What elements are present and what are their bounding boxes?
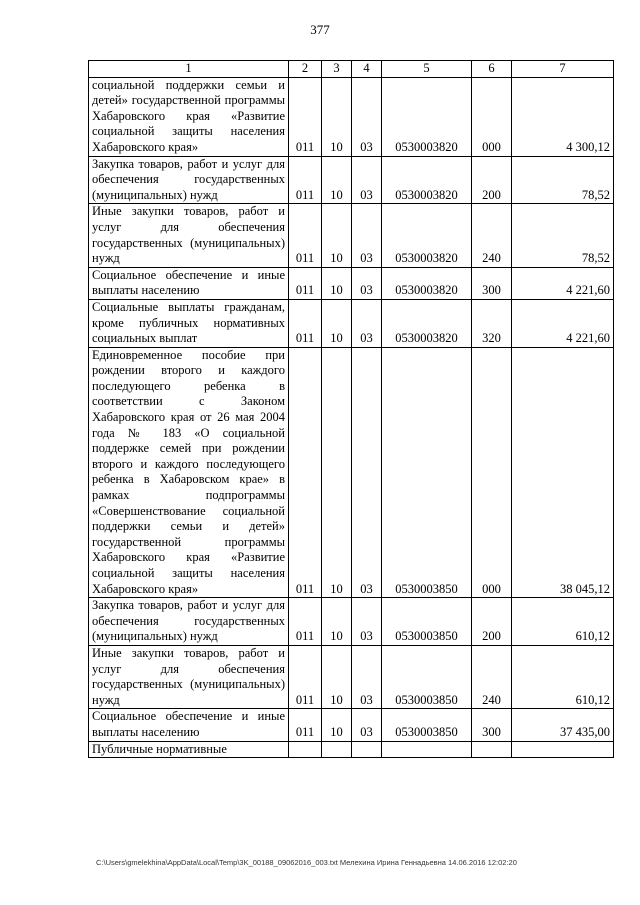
section-code: 10 <box>322 645 352 708</box>
section-code: 10 <box>322 204 352 267</box>
amount <box>512 741 614 758</box>
table-row <box>89 299 614 347</box>
row-description: Публичные нормативные <box>89 741 289 758</box>
header-col-3: 3 <box>322 61 352 78</box>
row-description: социальной поддержки семьи и детей» государственной программы Хабаровского края «Развитие социальной защиты населения Хабаровского края» <box>89 77 289 156</box>
ministry-code: 011 <box>289 299 322 347</box>
table-row <box>89 347 614 598</box>
row-description: Закупка товаров, работ и услуг для обеспечения государственных (муниципальных) нужд <box>89 598 289 646</box>
section-code: 10 <box>322 709 352 741</box>
table-row <box>89 645 614 708</box>
header-row <box>89 61 614 78</box>
target-article-code: 0530003820 <box>382 156 472 204</box>
page-number: 377 <box>310 22 330 37</box>
expense-type-code: 240 <box>472 645 512 708</box>
header-col-5: 5 <box>382 61 472 78</box>
expense-type-code: 200 <box>472 598 512 646</box>
expense-type-code <box>472 741 512 758</box>
amount: 610,12 <box>512 645 614 708</box>
expense-type-code: 300 <box>472 709 512 741</box>
amount: 4 300,12 <box>512 77 614 156</box>
amount: 610,12 <box>512 598 614 646</box>
header-col-4: 4 <box>352 61 382 78</box>
target-article-code: 0530003850 <box>382 645 472 708</box>
section-code: 10 <box>322 267 352 299</box>
target-article-code <box>382 741 472 758</box>
ministry-code: 011 <box>289 77 322 156</box>
expense-type-code: 200 <box>472 156 512 204</box>
table-row <box>89 204 614 267</box>
subsection-code: 03 <box>352 77 382 156</box>
table-row <box>89 741 614 758</box>
file-path-footer: C:\Users\gmelekhina\AppData\Local\Temp\3K_00188_09062016_003.txt Мелехина Ирина Геннадьевна 14.06.2016 12:02:20 <box>96 858 517 867</box>
table-row <box>89 598 614 646</box>
target-article-code: 0530003820 <box>382 299 472 347</box>
subsection-code: 03 <box>352 347 382 598</box>
target-article-code: 0530003850 <box>382 709 472 741</box>
header-col-7: 7 <box>512 61 614 78</box>
section-code: 10 <box>322 347 352 598</box>
budget-table <box>88 60 614 758</box>
subsection-code: 03 <box>352 645 382 708</box>
row-description: Социальное обеспечение и иные выплаты населению <box>89 709 289 741</box>
section-code <box>322 741 352 758</box>
subsection-code: 03 <box>352 709 382 741</box>
row-description: Закупка товаров, работ и услуг для обеспечения государственных (муниципальных) нужд <box>89 156 289 204</box>
amount: 4 221,60 <box>512 299 614 347</box>
row-description: Социальные выплаты гражданам, кроме публичных нормативных социальных выплат <box>89 299 289 347</box>
ministry-code: 011 <box>289 598 322 646</box>
header-col-2: 2 <box>289 61 322 78</box>
target-article-code: 0530003850 <box>382 598 472 646</box>
subsection-code <box>352 741 382 758</box>
subsection-code: 03 <box>352 204 382 267</box>
row-description: Социальное обеспечение и иные выплаты населению <box>89 267 289 299</box>
ministry-code: 011 <box>289 645 322 708</box>
expense-type-code: 320 <box>472 299 512 347</box>
expense-type-code: 300 <box>472 267 512 299</box>
section-code: 10 <box>322 598 352 646</box>
table-row <box>89 77 614 156</box>
expense-type-code: 000 <box>472 77 512 156</box>
subsection-code: 03 <box>352 598 382 646</box>
row-description: Единовременное пособие при рождении второго и каждого последующего ребенка в соответствии с Законом Хабаровского края от 26 мая 2004 года № 183 «О социальной поддержке семей при рождении второго и каждого последующего ребенка в Хабаровском крае» в рамках подпрограммы «Совершенствование социальной поддержки семьи и детей» государственной программы Хабаровского края «Развитие социальной защиты населения Хабаровского края» <box>89 347 289 598</box>
row-description: Иные закупки товаров, работ и услуг для обеспечения государственных (муниципальных) нужд <box>89 645 289 708</box>
target-article-code: 0530003820 <box>382 77 472 156</box>
target-article-code: 0530003820 <box>382 267 472 299</box>
ministry-code: 011 <box>289 709 322 741</box>
table-row <box>89 156 614 204</box>
table-row <box>89 267 614 299</box>
target-article-code: 0530003850 <box>382 347 472 598</box>
header-col-6: 6 <box>472 61 512 78</box>
expense-type-code: 240 <box>472 204 512 267</box>
section-code: 10 <box>322 156 352 204</box>
amount: 78,52 <box>512 156 614 204</box>
expense-type-code: 000 <box>472 347 512 598</box>
table-row <box>89 709 614 741</box>
header-col-1: 1 <box>89 61 289 78</box>
section-code: 10 <box>322 77 352 156</box>
ministry-code <box>289 741 322 758</box>
ministry-code: 011 <box>289 267 322 299</box>
row-description: Иные закупки товаров, работ и услуг для обеспечения государственных (муниципальных) нужд <box>89 204 289 267</box>
amount: 37 435,00 <box>512 709 614 741</box>
target-article-code: 0530003820 <box>382 204 472 267</box>
amount: 4 221,60 <box>512 267 614 299</box>
ministry-code: 011 <box>289 204 322 267</box>
subsection-code: 03 <box>352 267 382 299</box>
subsection-code: 03 <box>352 299 382 347</box>
subsection-code: 03 <box>352 156 382 204</box>
amount: 78,52 <box>512 204 614 267</box>
amount: 38 045,12 <box>512 347 614 598</box>
ministry-code: 011 <box>289 156 322 204</box>
ministry-code: 011 <box>289 347 322 598</box>
section-code: 10 <box>322 299 352 347</box>
